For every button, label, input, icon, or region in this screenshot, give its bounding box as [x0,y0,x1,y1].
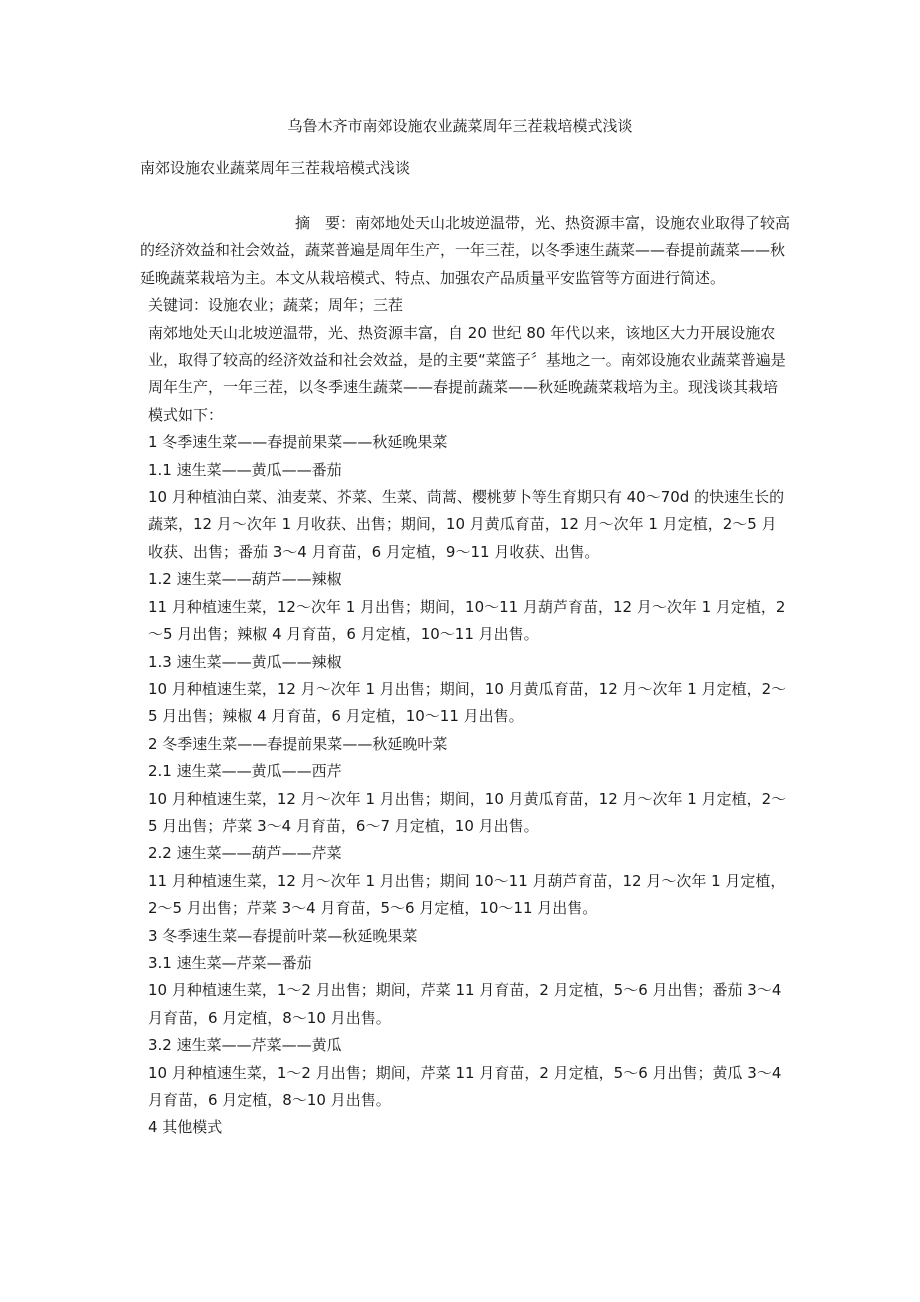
subsection-heading: 3.2 速生菜——芹菜——黄瓜 [148,1036,342,1055]
subsection-heading: 1.2 速生菜——葫芦——辣椒 [148,570,342,589]
body-paragraph: 11 月种植速生菜，12～次年 1 月出售；期间，10～11 月葫芦育苗，12 月～次年 1 月定植，2～5 月出售；辣椒 4 月育苗，6 月定植，10～11 月出售。 [148,597,786,644]
section-heading: 3 冬季速生菜—春提前叶菜—秋延晚果菜 [148,926,418,945]
body-paragraph: 10 月种植速生菜，12 月～次年 1 月出售；期间，10 月黄瓜育苗，12 月～次年 1 月定植，2～5 月出售；芹菜 3～4 月育苗，6～7 月定植，10 月出售。 [148,789,787,835]
keywords-line: 关键词：设施农业；蔬菜；周年；三茬 [148,296,404,315]
body-paragraph: 10 月种植油白菜、油麦菜、芥菜、生菜、茼蒿、樱桃萝卜等生育期只有 40～70d 的快速生长的蔬菜，12 月～次年 1 月收获、出售；期间，10 月黄瓜育苗，12 月～次年 1 月定植，2～5 月收获、出售；番茄 3～4 月育苗，6 月定植，9～11 月收获、出售。 [148,488,785,561]
document-body [140,210,790,1142]
section-heading: 1 冬季速生菜——春提前果菜——秋延晚果菜 [148,433,448,452]
subsection-heading: 2.1 速生菜——黄瓜——西芹 [148,762,342,781]
subsection-heading: 1.3 速生菜——黄瓜——辣椒 [148,652,342,671]
document-title: 乌鲁木齐市南郊设施农业蔬菜周年三茬栽培模式浅谈 [287,117,633,135]
section-heading: 4 其他模式 [148,1118,223,1137]
body-paragraph: 10 月种植速生菜，1～2 月出售；期间，芹菜 11 月育苗，2 月定植，5～6 月出售；黄瓜 3～4 月育苗，6 月定植，8～10 月出售。 [148,1063,782,1109]
body-paragraph: 11 月种植速生菜，12 月～次年 1 月出售；期间 10～11 月葫芦育苗，12 月～次年 1 月定植，2～5 月出售；芹菜 3～4 月育苗，5～6 月定植，10～11 月出售。 [148,871,786,918]
body-paragraph: 10 月种植速生菜，12 月～次年 1 月出售；期间，10 月黄瓜育苗，12 月～次年 1 月定植，2～5 月出售；辣椒 4 月育苗，6 月定植，10～11 月出售。 [148,679,787,726]
body-paragraph: 10 月种植速生菜，1～2 月出售；期间，芹菜 11 月育苗，2 月定植，5～6 月出售；番茄 3～4 月育苗，6 月定植，8～10 月出售。 [148,981,782,1027]
subsection-heading: 2.2 速生菜——葫芦——芹菜 [148,844,342,863]
subsection-heading: 3.1 速生菜—芹菜—番茄 [148,953,312,972]
document-subtitle: 南郊设施农业蔬菜周年三茬栽培模式浅谈 [140,159,411,177]
intro-paragraph: 南郊地处天山北坡逆温带，光、热资源丰富，自 20 世纪 80 年代以来，该地区大力开展设施农业，取得了较高的经济效益和社会效益，是的主要“菜篮子〞基地之一。南郊设施农业蔬菜普遍是周年生产，一年三茬，以冬季速生蔬菜——春提前蔬菜——秋延晚蔬菜栽培为主。现浅谈其栽培模式如下： [148,323,786,424]
abstract-paragraph: 摘 要：南郊地处天山北坡逆温带，光、热资源丰富，设施农业取得了较高的经济效益和社会效益，蔬菜普遍是周年生产，一年三茬，以冬季速生蔬菜——春提前蔬菜——秋延晚蔬菜栽培为主。本文从栽培模式、特点、加强农产品质量平安监管等方面进行简述。 [140,214,791,287]
subsection-heading: 1.1 速生菜——黄瓜——番茄 [148,460,342,479]
section-heading: 2 冬季速生菜——春提前果菜——秋延晚叶菜 [148,734,448,753]
